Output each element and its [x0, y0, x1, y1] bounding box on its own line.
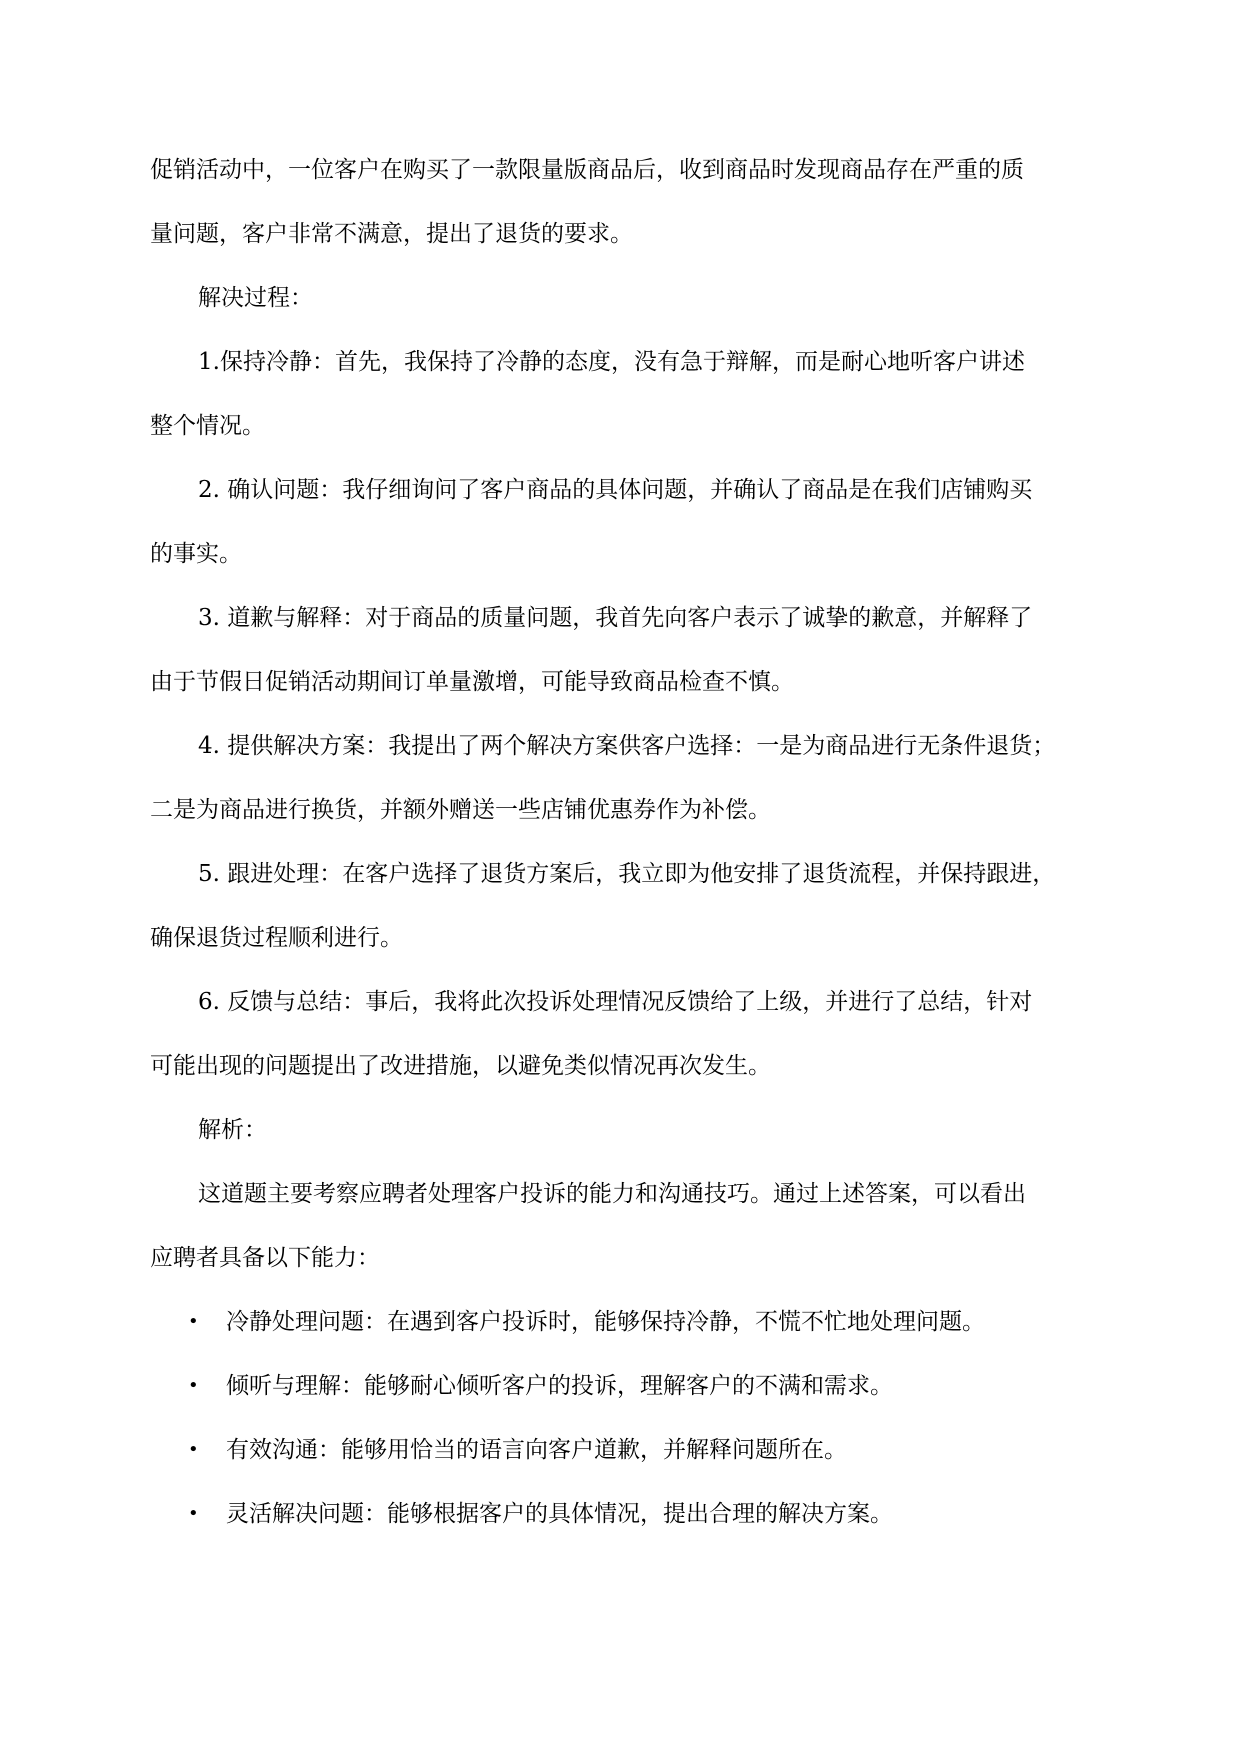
analysis-line-2: 应聘者具备以下能力： [150, 1245, 380, 1271]
ability-text: 有效沟通：能够用恰当的语言向客户道歉，并解释问题所在。 [226, 1437, 847, 1463]
bullet-icon: • [188, 1375, 199, 1396]
process-heading: 解决过程： [198, 285, 313, 311]
step-3-paragraph [150, 586, 1090, 714]
intro-paragraph [150, 138, 1090, 266]
step-5-line-1: 5. 跟进处理：在客户选择了退货方案后，我立即为他安排了退货流程，并保持跟进， [198, 861, 1056, 887]
step-6-line-1: 6. 反馈与总结：事后，我将此次投诉处理情况反馈给了上级，并进行了总结，针对 [198, 989, 1033, 1015]
step-1-line-1: 1.保持冷静：首先，我保持了冷静的态度，没有急于辩解，而是耐心地听客户讲述 [198, 349, 1025, 375]
bullet-icon: • [188, 1439, 199, 1460]
ability-text: 倾听与理解：能够耐心倾听客户的投诉，理解客户的不满和需求。 [226, 1373, 893, 1399]
ability-text: 冷静处理问题：在遇到客户投诉时，能够保持冷静，不慌不忙地处理问题。 [226, 1309, 985, 1335]
list-item [150, 1290, 1090, 1354]
abilities-list [150, 1290, 1090, 1546]
step-4-line-1: 4. 提供解决方案：我提出了两个解决方案供客户选择：一是为商品进行无条件退货； [198, 733, 1056, 759]
step-5-line-2: 确保退货过程顺利进行。 [150, 925, 403, 951]
step-6-paragraph [150, 970, 1090, 1098]
intro-line-1: 促销活动中，一位客户在购买了一款限量版商品后，收到商品时发现商品存在严重的质 [150, 157, 1024, 183]
step-5-paragraph [150, 842, 1090, 970]
list-item [150, 1354, 1090, 1418]
step-2-line-2: 的事实。 [150, 541, 242, 567]
list-item [150, 1418, 1090, 1482]
step-1-paragraph [150, 330, 1090, 458]
step-4-paragraph [150, 714, 1090, 842]
intro-line-2: 量问题，客户非常不满意，提出了退货的要求。 [150, 221, 633, 247]
analysis-heading: 解析： [198, 1117, 267, 1143]
analysis-paragraph [150, 1162, 1090, 1290]
step-2-paragraph [150, 458, 1090, 586]
step-2-line-1: 2. 确认问题：我仔细询问了客户商品的具体问题，并确认了商品是在我们店铺购买 [198, 477, 1033, 503]
step-3-line-1: 3. 道歉与解释：对于商品的质量问题，我首先向客户表示了诚挚的歉意，并解释了 [198, 605, 1033, 631]
document-body [150, 138, 1090, 1546]
analysis-line-1: 这道题主要考察应聘者处理客户投诉的能力和沟通技巧。通过上述答案，可以看出 [198, 1181, 1026, 1207]
ability-text: 灵活解决问题：能够根据客户的具体情况，提出合理的解决方案。 [226, 1501, 893, 1527]
bullet-icon: • [188, 1503, 199, 1524]
bullet-icon: • [188, 1311, 199, 1332]
step-3-line-2: 由于节假日促销活动期间订单量激增，可能导致商品检查不慎。 [150, 669, 794, 695]
step-6-line-2: 可能出现的问题提出了改进措施，以避免类似情况再次发生。 [150, 1053, 771, 1079]
step-4-line-2: 二是为商品进行换货，并额外赠送一些店铺优惠券作为补偿。 [150, 797, 771, 823]
step-1-line-2: 整个情况。 [150, 413, 265, 439]
list-item [150, 1482, 1090, 1546]
